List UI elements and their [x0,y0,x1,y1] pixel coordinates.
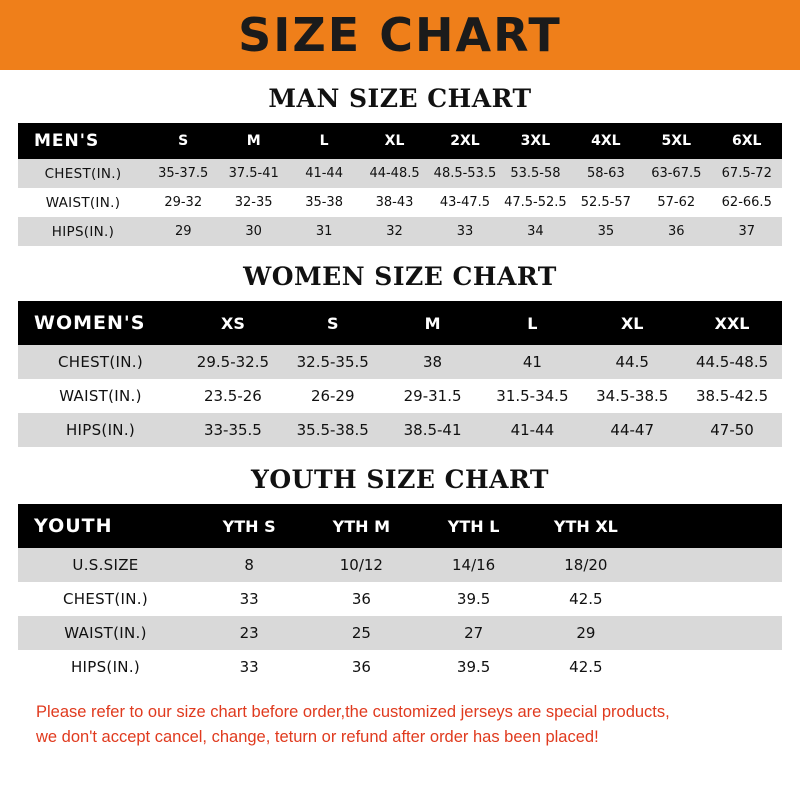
table-cell: 39.5 [418,650,530,684]
table-cell: 25 [305,616,417,650]
column-header: 3XL [500,123,570,159]
table-row [18,217,782,246]
table-cell: 33 [193,582,305,616]
column-header: YOUTH [18,504,193,548]
table-cell: 67.5-72 [712,159,783,188]
table-cell: 18/20 [530,548,642,582]
table-cell-spacer [642,548,782,582]
row-label: WAIST(IN.) [18,188,148,217]
table-cell: 63-67.5 [641,159,711,188]
table-cell-spacer [642,582,782,616]
table-cell: 47.5-52.5 [500,188,570,217]
table-row [18,650,782,684]
table-header-row [18,123,782,159]
table-cell: 36 [305,582,417,616]
row-label: WAIST(IN.) [18,379,183,413]
footer-note-line-1: Please refer to our size chart before order,the customized jerseys are special products, [36,703,670,721]
column-header: L [482,301,582,345]
women-section-title: WOMEN SIZE CHART [243,262,557,291]
table-row [18,616,782,650]
table-cell: 31.5-34.5 [482,379,582,413]
table-cell: 36 [641,217,711,246]
table-cell: 39.5 [418,582,530,616]
column-header: 2XL [430,123,500,159]
table-cell: 38.5-41 [383,413,483,447]
table-row [18,379,782,413]
man-size-table [18,123,782,246]
table-cell: 35.5-38.5 [283,413,383,447]
table-cell: 42.5 [530,582,642,616]
table-cell: 57-62 [641,188,711,217]
youth-section-title: YOUTH SIZE CHART [251,465,549,494]
table-cell: 34 [500,217,570,246]
content [0,70,800,800]
table-cell: 53.5-58 [500,159,570,188]
column-header: XXL [682,301,782,345]
table-cell: 42.5 [530,650,642,684]
table-row [18,413,782,447]
column-header: XL [359,123,429,159]
row-label: CHEST(IN.) [18,345,183,379]
table-cell: 43-47.5 [430,188,500,217]
column-header: M [218,123,288,159]
row-label: HIPS(IN.) [18,650,193,684]
table-cell: 41-44 [289,159,359,188]
table-row [18,188,782,217]
column-header: L [289,123,359,159]
table-cell: 44.5 [582,345,682,379]
table-cell: 36 [305,650,417,684]
table-cell: 47-50 [682,413,782,447]
footer-note-line-2: we don't accept cancel, change, teturn or refund after order has been placed! [36,727,599,746]
table-cell: 33 [193,650,305,684]
table-cell: 30 [218,217,288,246]
table-cell: 33 [430,217,500,246]
table-cell: 29 [530,616,642,650]
table-cell: 35 [571,217,641,246]
column-header: YTH S [193,504,305,548]
column-header: YTH M [305,504,417,548]
column-header: S [283,301,383,345]
table-cell: 38.5-42.5 [682,379,782,413]
table-cell: 29-31.5 [383,379,483,413]
women-size-table [18,301,782,447]
table-row [18,548,782,582]
table-cell: 8 [193,548,305,582]
row-label: HIPS(IN.) [18,413,183,447]
table-cell: 29-32 [148,188,218,217]
table-cell: 33-35.5 [183,413,283,447]
table-cell: 32.5-35.5 [283,345,383,379]
column-header: 4XL [571,123,641,159]
row-label: U.S.SIZE [18,548,193,582]
column-header: XS [183,301,283,345]
column-header: 5XL [641,123,711,159]
table-cell: 37 [712,217,783,246]
table-cell: 23 [193,616,305,650]
row-label: HIPS(IN.) [18,217,148,246]
table-cell: 29 [148,217,218,246]
table-cell: 35-37.5 [148,159,218,188]
table-cell: 34.5-38.5 [582,379,682,413]
table-cell: 41-44 [482,413,582,447]
table-cell: 10/12 [305,548,417,582]
table-cell: 44-48.5 [359,159,429,188]
table-cell-spacer [642,616,782,650]
banner [0,0,800,70]
table-cell: 38-43 [359,188,429,217]
table-cell: 29.5-32.5 [183,345,283,379]
table-row [18,345,782,379]
table-cell: 35-38 [289,188,359,217]
table-row [18,159,782,188]
table-cell: 23.5-26 [183,379,283,413]
table-cell: 32 [359,217,429,246]
column-header: S [148,123,218,159]
table-cell: 27 [418,616,530,650]
column-header: WOMEN'S [18,301,183,345]
column-header: 6XL [712,123,783,159]
table-cell-spacer [642,650,782,684]
table-cell: 31 [289,217,359,246]
table-cell: 14/16 [418,548,530,582]
footer-note [36,700,764,750]
table-header-row [18,504,782,548]
column-header: M [383,301,483,345]
table-cell: 37.5-41 [218,159,288,188]
youth-size-table [18,504,782,684]
man-section-title: MAN SIZE CHART [268,84,532,113]
table-cell: 44.5-48.5 [682,345,782,379]
table-cell: 26-29 [283,379,383,413]
column-header: YTH L [418,504,530,548]
table-cell: 38 [383,345,483,379]
table-header-row [18,301,782,345]
table-row [18,582,782,616]
column-header: MEN'S [18,123,148,159]
column-header-spacer [642,504,782,548]
table-cell: 58-63 [571,159,641,188]
row-label: WAIST(IN.) [18,616,193,650]
banner-title: SIZE CHART [238,8,562,62]
column-header: XL [582,301,682,345]
table-cell: 32-35 [218,188,288,217]
row-label: CHEST(IN.) [18,582,193,616]
column-header: YTH XL [530,504,642,548]
table-cell: 62-66.5 [712,188,783,217]
table-cell: 48.5-53.5 [430,159,500,188]
table-cell: 52.5-57 [571,188,641,217]
table-cell: 41 [482,345,582,379]
table-cell: 44-47 [582,413,682,447]
row-label: CHEST(IN.) [18,159,148,188]
